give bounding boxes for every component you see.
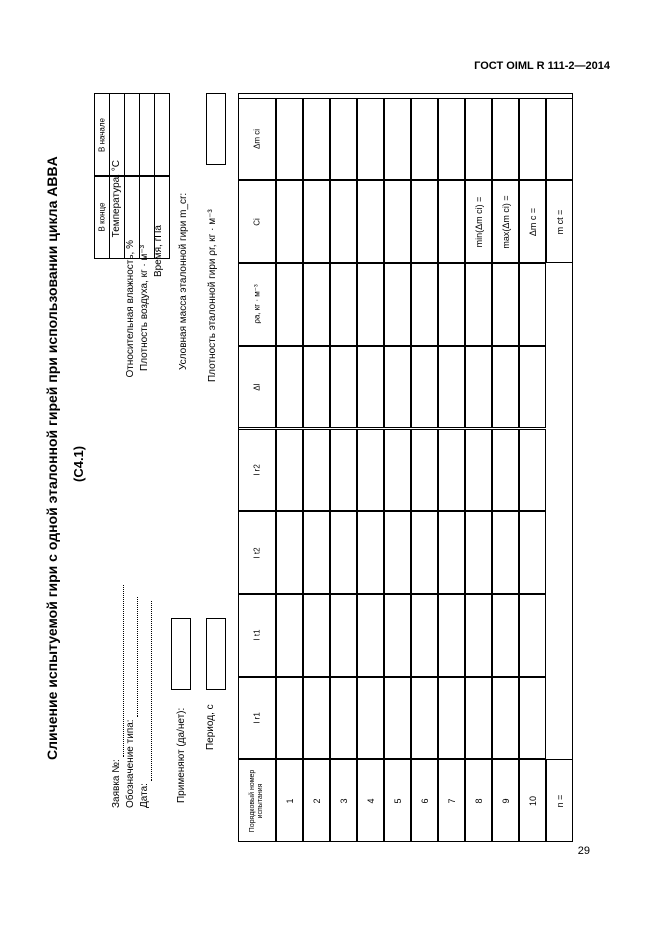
data-cell[interactable] [546,98,573,181]
field-type-designation[interactable] [124,597,138,808]
data-cell[interactable] [411,346,438,429]
data-cell[interactable] [519,677,546,760]
row-number: 9 [500,798,511,804]
column-header [238,677,276,760]
ref-density-label: Плотность эталонной гири ρr, кг · м⁻³ [207,209,218,382]
column-header-label: ρa, кг · м⁻³ [252,284,262,325]
data-cell[interactable] [276,346,303,429]
column-header [238,98,276,181]
column-header [238,511,276,594]
data-cell[interactable] [303,511,330,594]
column-header-label: I t1 [252,629,262,641]
data-cell[interactable] [411,511,438,594]
data-cell[interactable] [438,511,465,594]
conditions-cell[interactable] [125,94,140,177]
row-number-cell [465,759,492,842]
temperature-label: Температура, °C [111,160,122,238]
data-cell[interactable] [303,594,330,677]
row-number-cell [519,759,546,842]
data-cell[interactable] [303,677,330,760]
summary-label: max(Δm ci) = [500,195,511,249]
column-header [238,263,276,346]
column-header [238,180,276,263]
conditions-cell[interactable] [140,94,155,177]
data-cell[interactable] [411,677,438,760]
data-cell[interactable] [492,263,519,346]
conditions-cell[interactable] [155,94,170,177]
row-number: 2 [311,798,322,804]
row-number: 7 [446,798,457,804]
ref-density-input[interactable] [206,93,226,165]
data-cell[interactable] [519,429,546,512]
data-cell[interactable] [492,594,519,677]
data-cell[interactable] [411,98,438,181]
page-title: Сличение испытуемой гири с одной эталонной гирей при использовании цикла ABBA [44,156,60,760]
column-header [238,346,276,429]
data-cell[interactable] [330,677,357,760]
data-cell[interactable] [276,511,303,594]
row-number-cell [411,759,438,842]
column-header-label: I r1 [252,712,262,724]
column-header [238,759,276,842]
data-cell[interactable] [384,263,411,346]
column-header [238,429,276,512]
data-cell[interactable] [276,677,303,760]
data-cell[interactable] [465,98,492,181]
field-date[interactable] [138,601,152,808]
row-number: n = [554,794,565,808]
page-number: 29 [577,845,590,857]
conditions-cell[interactable] [140,176,155,259]
row-number: 8 [473,798,484,804]
humidity-label: Относительная влажность, % [125,240,136,378]
data-cell[interactable] [411,180,438,263]
data-cell[interactable] [384,98,411,181]
conditions-cell[interactable] [155,176,170,259]
data-cell[interactable] [384,511,411,594]
data-cell[interactable] [276,594,303,677]
summary-label: Δm c = [527,207,538,236]
air-density-label: Плотность воздуха, кг · м⁻³ [139,245,150,371]
data-cell[interactable] [330,98,357,181]
data-cell[interactable] [411,263,438,346]
ref-mass-label: Условная масса эталонной гири m_cr: [178,192,189,370]
conditions-table-start [94,175,170,259]
data-cell[interactable] [465,677,492,760]
column-header-label: ΔI [252,383,262,391]
data-cell[interactable] [384,346,411,429]
data-cell[interactable] [519,511,546,594]
data-cell[interactable] [519,346,546,429]
row-number-cell [492,759,519,842]
data-cell[interactable] [330,180,357,263]
data-cell[interactable] [438,429,465,512]
data-cell[interactable] [330,346,357,429]
column-header-label: Ci [252,217,262,226]
data-cell[interactable] [465,263,492,346]
data-cell[interactable] [438,263,465,346]
data-cell[interactable] [330,429,357,512]
field-label: Дата: [139,783,150,808]
data-cell[interactable] [384,677,411,760]
data-cell[interactable] [492,677,519,760]
period-input[interactable] [206,618,226,690]
data-cell[interactable] [465,511,492,594]
column-header-label: I r2 [252,464,262,476]
row-number: 5 [392,798,403,804]
applied-input[interactable] [171,618,191,690]
data-cell[interactable] [384,180,411,263]
formula-reference: (C4.1) [71,445,86,482]
row-number-cell [330,759,357,842]
conditions-table [94,93,170,177]
data-cell[interactable] [492,346,519,429]
data-cell[interactable] [438,346,465,429]
time-label: Время, гПа [153,225,164,278]
conditions-header-end: В конце [95,176,110,259]
data-cell[interactable] [492,98,519,181]
summary-cell [546,180,573,263]
data-cell[interactable] [438,180,465,263]
data-cell[interactable] [357,677,384,760]
row-number: 3 [338,798,349,804]
summary-label: m ct = [554,209,565,235]
data-cell[interactable] [303,346,330,429]
data-cell[interactable] [303,263,330,346]
data-cell[interactable] [438,594,465,677]
summary-cell [465,180,492,263]
data-cell[interactable] [492,429,519,512]
row-number: 1 [284,798,295,804]
data-cell[interactable] [411,594,438,677]
field-label: Заявка №: [111,759,122,808]
data-cell[interactable] [492,511,519,594]
data-cell[interactable] [276,98,303,181]
data-cell[interactable] [330,594,357,677]
data-cell[interactable] [276,180,303,263]
row-number: 6 [419,798,430,804]
data-cell[interactable] [357,180,384,263]
field-label: Обозначение типа: [125,719,136,808]
conditions-cell[interactable] [125,176,140,259]
column-header-label: I t2 [252,546,262,559]
data-cell[interactable] [357,511,384,594]
standard-header: ГОСТ OIML R 111-2—2014 [474,60,610,72]
data-cell[interactable] [357,263,384,346]
data-cell[interactable] [303,98,330,181]
column-header-label: Порядковый номер испытания [249,769,264,832]
data-cell[interactable] [465,594,492,677]
data-cell[interactable] [384,594,411,677]
conditions-cell[interactable] [110,176,125,259]
field-application-number[interactable] [110,585,124,808]
data-cell[interactable] [465,346,492,429]
data-cell[interactable] [438,98,465,181]
applied-label: Применяют (да/нет): [176,707,187,803]
data-cell[interactable] [357,346,384,429]
row-number-cell [438,759,465,842]
data-cell[interactable] [438,677,465,760]
conditions-cell[interactable] [110,94,125,177]
data-cell[interactable] [519,263,546,346]
data-cell[interactable] [330,263,357,346]
data-cell[interactable] [330,511,357,594]
period-label: Период, с [205,704,216,750]
data-cell[interactable] [519,594,546,677]
data-cell[interactable] [357,429,384,512]
row-number: 4 [365,798,376,804]
column-header-label: Δm ci [252,129,262,150]
summary-cell [492,180,519,263]
data-cell[interactable] [303,429,330,512]
data-cell[interactable] [519,98,546,181]
row-number-cell [384,759,411,842]
data-cell[interactable] [276,429,303,512]
conditions-header-start: В начале [95,94,110,177]
row-number-cell [357,759,384,842]
column-header [238,594,276,677]
row-number: 10 [527,795,538,806]
summary-label: min(Δm ci) = [473,196,484,248]
data-cell[interactable] [276,263,303,346]
data-cell[interactable] [411,429,438,512]
data-cell[interactable] [303,180,330,263]
row-number-cell [303,759,330,842]
row-number-cell [276,759,303,842]
data-cell[interactable] [357,98,384,181]
row-number-cell [546,759,573,842]
summary-cell [519,180,546,263]
data-cell[interactable] [384,429,411,512]
data-cell[interactable] [357,594,384,677]
data-cell[interactable] [465,429,492,512]
